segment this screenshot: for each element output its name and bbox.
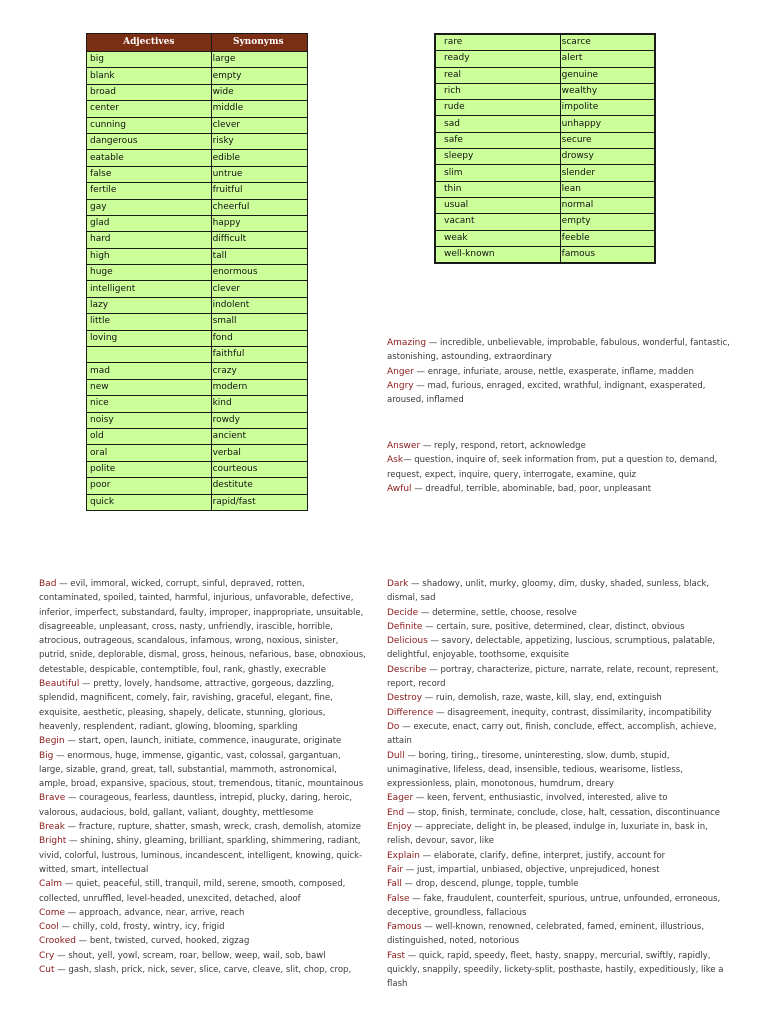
entry-word: Difference — [387, 707, 434, 718]
entry-word: Begin — [39, 736, 65, 747]
table-row — [435, 230, 655, 246]
synonym-cell: crazy — [211, 363, 307, 379]
entry-synonyms: — fracture, rupture, shatter, smash, wreck, crash, demolish, atomize — [64, 822, 361, 833]
entry-synonyms: — question, inquire of, seek information from, put a question to, demand, request, expect, inquire, query, interrogate, examine, quiz — [387, 455, 718, 480]
adjective-cell: rich — [435, 83, 560, 99]
synonym-cell: slender — [560, 165, 655, 181]
table-row — [87, 150, 308, 166]
table-row — [87, 347, 308, 363]
adjective-cell: rude — [435, 100, 560, 116]
adjective-cell: hard — [87, 232, 212, 248]
synonym-cell: small — [211, 314, 307, 330]
synonym-cell: lean — [560, 181, 655, 197]
entry-synonyms: — approach, advance, near, arrive, reach — [65, 907, 245, 918]
synonym-cell: fruitful — [211, 183, 307, 199]
adjective-cell: thin — [435, 181, 560, 197]
synonym-entry — [39, 834, 367, 877]
adjective-cell: sleepy — [435, 149, 560, 165]
adjective-cell: rare — [435, 34, 560, 51]
table-row — [87, 101, 308, 117]
entry-word: Ask — [387, 455, 404, 466]
synonym-cell: wide — [211, 84, 307, 100]
synonym-cell: rapid/fast — [211, 494, 307, 510]
synonym-cell: secure — [560, 132, 655, 148]
synonym-entry — [387, 365, 732, 379]
synonym-cell: wealthy — [560, 83, 655, 99]
synonym-entry — [387, 892, 732, 921]
adjective-cell: polite — [87, 461, 212, 477]
synonym-entry — [387, 806, 732, 820]
adjective-cell: noisy — [87, 412, 212, 428]
synonym-cell: faithful — [211, 347, 307, 363]
entry-synonyms: — certain, sure, positive, determined, clear, distinct, obvious — [422, 621, 685, 632]
synonym-entry — [39, 677, 367, 734]
table-row — [435, 100, 655, 116]
entry-synonyms: — incredible, unbelievable, improbable, fabulous, wonderful, fantastic, astonishing, astounding, extraordinary — [387, 338, 730, 363]
entry-synonyms: — start, open, launch, initiate, commence, inaugurate, originate — [64, 736, 342, 747]
entry-synonyms: — disagreement, inequity, contrast, dissimilarity, incompatibility — [433, 707, 712, 718]
synonym-cell: courteous — [211, 461, 307, 477]
adjective-cell: big — [87, 52, 212, 68]
adjective-cell: fertile — [87, 183, 212, 199]
entry-synonyms: — dreadful, terrible, abominable, bad, poor, unpleasant — [411, 483, 652, 494]
table-row — [435, 197, 655, 213]
adjective-cell: oral — [87, 445, 212, 461]
entry-word: Dark — [387, 579, 409, 589]
synonym-cell: tall — [211, 248, 307, 264]
entry-synonyms: — courageous, fearless, dauntless, intrepid, plucky, daring, heroic, valorous, audacious, bold, gallant, valiant, doughty, mettlesome — [39, 793, 353, 818]
adjective-cell: huge — [87, 265, 212, 281]
table-row — [87, 183, 308, 199]
entry-word: Fast — [387, 950, 406, 961]
table-row — [435, 83, 655, 99]
synonym-entry — [387, 336, 732, 365]
synonym-entry — [39, 920, 367, 934]
synonym-cell: enormous — [211, 265, 307, 281]
adjective-cell: intelligent — [87, 281, 212, 297]
table-row — [87, 379, 308, 395]
entry-word: Cool — [39, 922, 59, 933]
synonym-entry — [39, 934, 367, 948]
adjective-cell: high — [87, 248, 212, 264]
synonym-cell: verbal — [211, 445, 307, 461]
table-row — [435, 67, 655, 83]
synonym-cell: genuine — [560, 67, 655, 83]
synonym-entry — [39, 949, 367, 963]
table-row — [87, 265, 308, 281]
entry-word: Anger — [387, 366, 414, 377]
table-row — [87, 133, 308, 149]
synonym-entry — [387, 577, 732, 606]
table-row — [435, 149, 655, 165]
synonym-entry — [39, 963, 367, 977]
synonym-entry — [387, 949, 732, 992]
synonym-block-a-second — [387, 439, 732, 496]
synonym-cell: impolite — [560, 100, 655, 116]
synonym-cell: destitute — [211, 478, 307, 494]
synonym-entry — [39, 734, 367, 748]
entry-word: Enjoy — [387, 822, 412, 833]
entry-word: Answer — [387, 441, 421, 451]
synonym-entry — [387, 482, 732, 496]
adjective-cell: loving — [87, 330, 212, 346]
entry-word: Describe — [387, 664, 427, 675]
entry-synonyms: — quiet, peaceful, still, tranquil, mild, serene, smooth, composed, collected, unruffled, level-headed, unexcited, detached, aloof — [39, 879, 346, 904]
table-row — [87, 330, 308, 346]
entry-synonyms: — reply, respond, retort, acknowledge — [420, 441, 586, 451]
synonym-entry — [39, 906, 367, 920]
entry-synonyms: — pretty, lovely, handsome, attractive, gorgeous, dazzling, splendid, magnificent, comely, fair, ravishing, graceful, elegant, fine, exquisite, aesthetic, pleasing, shapely, delicate, stunning, glorious, heavenly, resplendent, radiant, glowing, blooming, sparkling — [39, 679, 335, 732]
table-row — [87, 445, 308, 461]
entry-synonyms: — shout, yell, yowl, scream, roar, bellow, weep, wail, sob, bawl — [54, 950, 326, 961]
entry-word: Amazing — [387, 338, 427, 348]
table-row — [435, 165, 655, 181]
entry-synonyms: — shadowy, unlit, murky, gloomy, dim, dusky, shaded, sunless, black, dismal, sad — [387, 579, 710, 604]
synonym-entry — [387, 849, 732, 863]
synonym-cell: drowsy — [560, 149, 655, 165]
entry-word: Destroy — [387, 693, 423, 704]
synonym-cell: difficult — [211, 232, 307, 248]
entry-synonyms: — determine, settle, choose, resolve — [418, 607, 577, 618]
synonym-entry — [39, 749, 367, 792]
synonym-cell: scarce — [560, 34, 655, 51]
table-row — [435, 181, 655, 197]
entry-word: Fall — [387, 879, 402, 890]
entry-synonyms: — shining, shiny, gleaming, brilliant, sparkling, shimmering, radiant, vivid, colorful, lustrous, luminous, incandescent, intelligent, knowing, quick-witted, smart, intellectual — [39, 836, 363, 875]
adjective-cell: lazy — [87, 297, 212, 313]
adjective-cell: broad — [87, 84, 212, 100]
entry-word: Dull — [387, 750, 405, 761]
entry-synonyms: — drop, descend, plunge, topple, tumble — [401, 879, 579, 890]
adjective-cell: usual — [435, 197, 560, 213]
table-row — [435, 246, 655, 263]
entry-synonyms: — enormous, huge, immense, gigantic, vast, colossal, gargantuan, large, sizable, grand, great, tall, substantial, mammoth, astronomical, ample, broad, expansive, spacious, stout, tremendous, titanic, mountainous — [39, 750, 364, 790]
table-row — [87, 281, 308, 297]
entry-synonyms: — bent, twisted, curved, hooked, zigzag — [75, 936, 250, 947]
table-row — [435, 51, 655, 67]
synonym-cell: empty — [211, 68, 307, 84]
entry-synonyms: — portray, characterize, picture, narrate, relate, recount, represent, report, record — [387, 664, 719, 690]
synonym-cell: indolent — [211, 297, 307, 313]
synonym-cell: ancient — [211, 428, 307, 444]
entry-word: False — [387, 893, 410, 904]
entry-word: Do — [387, 721, 400, 732]
entry-synonyms: — enrage, infuriate, arouse, nettle, exasperate, inflame, madden — [413, 366, 694, 377]
synonym-cell: cheerful — [211, 199, 307, 215]
adjective-cell: dangerous — [87, 133, 212, 149]
adjective-cell: vacant — [435, 214, 560, 230]
entry-word: Bright — [39, 836, 67, 847]
adjective-cell — [87, 347, 212, 363]
adjective-cell: little — [87, 314, 212, 330]
entry-word: Calm — [39, 879, 63, 890]
synonym-cell: risky — [211, 133, 307, 149]
entry-synonyms: — appreciate, delight in, be pleased, indulge in, luxuriate in, bask in, relish, devour, savor, like — [387, 822, 708, 847]
adjective-cell: poor — [87, 478, 212, 494]
synonym-entry — [387, 691, 732, 705]
entry-word: Cut — [39, 965, 55, 976]
synonym-cell: rowdy — [211, 412, 307, 428]
entry-synonyms: — elaborate, clarify, define, interpret, justify, account for — [419, 850, 666, 861]
entry-word: Break — [39, 822, 65, 833]
table-row — [435, 116, 655, 132]
adjective-cell: old — [87, 428, 212, 444]
table-row — [87, 297, 308, 313]
table-row — [87, 248, 308, 264]
synonym-entry — [387, 606, 732, 620]
entry-synonyms: — quick, rapid, speedy, fleet, hasty, snappy, mercurial, swiftly, rapidly, quickly, snappily, speedily, lickety-split, posthaste, hastily, expeditiously, like a flash — [387, 950, 724, 990]
entry-synonyms: — savory, delectable, appetizing, luscious, scrumptious, palatable, delightful, enjoyable, toothsome, exquisite — [387, 636, 716, 661]
entry-word: Delicious — [387, 636, 428, 647]
entry-synonyms: — evil, immoral, wicked, corrupt, sinful, depraved, rotten, contaminated, spoiled, tainted, harmful, injurious, unfavorable, defective, inferior, imperfect, substandard, faulty, improper, inappropriate, unsuitable, disagreeable, unpleasant, cross, nasty, unfriendly, irascible, horrible, atrocious, outrageous, scandalous, infamous, wrong, noxious, sinister, putrid, snide, deplorable, dismal, gross, heinous, nefarious, base, obnoxious, detestable, despicable, contemptible, foul, rank, ghastly, execrable — [39, 579, 366, 675]
entry-word: Big — [39, 750, 54, 761]
table-row — [87, 428, 308, 444]
table-row — [435, 214, 655, 230]
table-row — [87, 166, 308, 182]
synonym-entry — [387, 820, 732, 849]
synonym-entry — [387, 663, 732, 692]
table-header-row — [87, 34, 308, 52]
adjective-cell: cunning — [87, 117, 212, 133]
adjective-cell: ready — [435, 51, 560, 67]
synonym-entry — [39, 877, 367, 906]
synonym-cell: kind — [211, 396, 307, 412]
synonym-cell: fond — [211, 330, 307, 346]
entry-synonyms: — stop, finish, terminate, conclude, close, halt, cessation, discontinuance — [404, 807, 720, 818]
table-row — [87, 461, 308, 477]
table-row — [87, 199, 308, 215]
synonym-cell: clever — [211, 117, 307, 133]
entry-word: Come — [39, 907, 66, 918]
adjective-cell: new — [87, 379, 212, 395]
entry-word: Eager — [387, 793, 414, 804]
synonym-entry — [387, 453, 732, 482]
entry-word: Definite — [387, 621, 423, 632]
entry-word: Angry — [387, 380, 414, 391]
adjective-cell: sad — [435, 116, 560, 132]
table-row — [87, 314, 308, 330]
entry-synonyms: — fake, fraudulent, counterfeit, spurious, untrue, unfounded, erroneous, deceptive, groundless, fallacious — [387, 893, 721, 918]
synonym-entry — [387, 877, 732, 891]
table-row — [87, 396, 308, 412]
synonym-cell: empty — [560, 214, 655, 230]
adjectives-table-continued — [434, 33, 656, 264]
synonym-entry — [387, 634, 732, 663]
synonym-cell: clever — [211, 281, 307, 297]
table-row — [87, 68, 308, 84]
synonym-entry — [387, 706, 732, 720]
entry-synonyms: — well-known, renowned, celebrated, famed, eminent, illustrious, distinguished, noted, notorious — [387, 922, 705, 947]
synonym-block-a-first — [387, 336, 732, 407]
adjective-cell: slim — [435, 165, 560, 181]
adjective-cell: blank — [87, 68, 212, 84]
synonym-cell: edible — [211, 150, 307, 166]
synonym-cell: middle — [211, 101, 307, 117]
table-row — [87, 215, 308, 231]
adjectives-table — [86, 33, 308, 511]
entry-synonyms: — gash, slash, prick, nick, sever, slice, carve, cleave, slit, chop, crop, — [54, 965, 352, 976]
entry-synonyms: — mad, furious, enraged, excited, wrathful, indignant, exasperated, aroused, inflamed — [387, 380, 706, 406]
adjective-cell: real — [435, 67, 560, 83]
entry-synonyms: — ruin, demolish, raze, waste, kill, slay, end, extinguish — [422, 693, 662, 704]
entry-synonyms: — boring, tiring,, tiresome, uninteresting, slow, dumb, stupid, unimaginative, lifeless, dead, insensible, tedious, wearisome, listless, expressionless, plain, monotonous, humdrum, dreary — [387, 750, 683, 790]
header-synonyms: Synonyms — [211, 34, 307, 52]
synonym-block-b-c — [39, 577, 367, 977]
adjective-cell: weak — [435, 230, 560, 246]
synonym-entry — [387, 749, 732, 792]
entry-word: Brave — [39, 793, 66, 804]
synonym-cell: famous — [560, 246, 655, 263]
adjective-cell: center — [87, 101, 212, 117]
synonym-cell: normal — [560, 197, 655, 213]
synonym-entry — [387, 439, 732, 453]
synonym-cell: untrue — [211, 166, 307, 182]
adjective-cell: eatable — [87, 150, 212, 166]
entry-word: Crooked — [39, 936, 76, 947]
synonym-entry — [39, 791, 367, 820]
synonym-entry — [387, 379, 732, 408]
table-row — [87, 84, 308, 100]
entry-word: Explain — [387, 850, 420, 861]
entry-word: Famous — [387, 922, 422, 933]
synonym-cell: unhappy — [560, 116, 655, 132]
synonym-cell: modern — [211, 379, 307, 395]
entry-word: End — [387, 807, 405, 818]
entry-word: Awful — [387, 483, 412, 494]
synonym-cell: large — [211, 52, 307, 68]
table-row — [87, 117, 308, 133]
synonym-cell: happy — [211, 215, 307, 231]
entry-word: Bad — [39, 579, 57, 589]
adjective-cell: well-known — [435, 246, 560, 263]
synonym-entry — [387, 863, 732, 877]
entry-word: Cry — [39, 950, 55, 961]
synonym-entry — [387, 791, 732, 805]
adjective-cell: mad — [87, 363, 212, 379]
synonym-entry — [387, 620, 732, 634]
synonym-block-d-f — [387, 577, 732, 992]
adjective-cell: false — [87, 166, 212, 182]
table-row — [435, 132, 655, 148]
table-row — [87, 412, 308, 428]
entry-synonyms: — execute, enact, carry out, finish, conclude, effect, accomplish, achieve, attain — [387, 721, 717, 747]
table-row — [87, 52, 308, 68]
synonym-cell: feeble — [560, 230, 655, 246]
synonym-cell: alert — [560, 51, 655, 67]
table-row — [435, 34, 655, 51]
table-row — [87, 494, 308, 510]
entry-synonyms: — keen, fervent, enthusiastic, involved, interested, alive to — [413, 793, 668, 804]
adjective-cell: gay — [87, 199, 212, 215]
synonym-entry — [39, 577, 367, 677]
adjective-cell: quick — [87, 494, 212, 510]
entry-word: Beautiful — [39, 679, 80, 690]
synonym-entry — [387, 720, 732, 749]
adjective-cell: glad — [87, 215, 212, 231]
entry-synonyms: — chilly, cold, frosty, wintry, icy, frigid — [58, 922, 225, 933]
adjective-cell: nice — [87, 396, 212, 412]
header-adjectives: Adjectives — [87, 34, 212, 52]
entry-synonyms: — just, impartial, unbiased, objective, unprejudiced, honest — [403, 864, 660, 875]
table-row — [87, 363, 308, 379]
table-row — [87, 232, 308, 248]
entry-word: Fair — [387, 864, 404, 875]
entry-word: Decide — [387, 607, 419, 618]
adjective-cell: safe — [435, 132, 560, 148]
table-row — [87, 478, 308, 494]
synonym-entry — [39, 820, 367, 834]
synonym-entry — [387, 920, 732, 949]
